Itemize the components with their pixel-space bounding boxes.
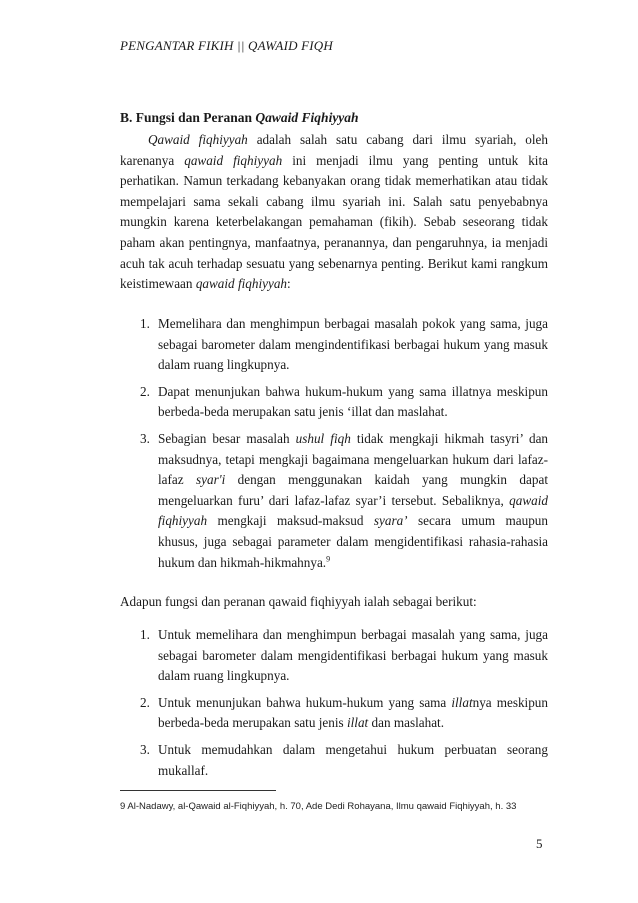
list-item-term: syar'i <box>196 472 226 488</box>
list-item-text: Dapat menunjukan bahwa hukum-hukum yang sama illatnya meskipun berbeda-beda merupakan satu jenis ‘illat dan maslahat. <box>158 383 548 420</box>
list-item-text: secara umum maupun khusus, juga sebagai parameter dalam mengidentifikasi rahasia-rahasia hukum dan hikmah-hikmahnya. <box>158 513 548 570</box>
list-item-number: 1. <box>140 627 150 642</box>
list-item-term: qawaid fiqhiyyah <box>158 492 548 529</box>
section-number: B. <box>120 110 133 125</box>
list-item-text: Untuk memelihara dan menghimpun berbagai masalah yang sama, juga sebagai barometer dalam mengidentifikasi berbagai hukum yang masuk dalam ruang lingkupnya. <box>158 627 548 684</box>
list-item <box>120 740 548 781</box>
section-title-italic: Qawaid Fiqhiyyah <box>255 110 359 125</box>
intro-term: qawaid fiqhiyyah <box>184 152 283 168</box>
list-item-term: ushul fiqh <box>295 430 351 446</box>
list-item-term: illat <box>346 715 369 731</box>
section-title: Fungsi dan Peranan <box>135 110 253 125</box>
list-item-text: Memelihara dan menghimpun berbagai masalah pokok yang sama, juga sebagai barometer dalam mengindentifikasi berbagai hukum yang masuk dalam ruang lingkupnya. <box>158 316 548 373</box>
list-item-term: illat <box>451 694 473 710</box>
page-number: 5 <box>536 836 543 851</box>
intro-text: adalah salah satu cabang dari ilmu syariah, oleh karenanya <box>120 132 548 168</box>
section-heading <box>120 110 359 126</box>
footnote <box>120 801 516 812</box>
intro-term: qawaid fiqhiyyah <box>195 276 288 292</box>
list-item <box>120 382 548 423</box>
footnote-text: Al-Nadawy, al-Qawaid al-Fiqhiyyah, h. 70, Ade Dedi Rohayana, Ilmu qawaid Fiqhiyyah, h. 33 <box>125 801 517 812</box>
list-item-text: nya meskipun berbeda-beda merupakan satu jenis <box>158 694 548 731</box>
list-item-text: Untuk menunjukan bahwa hukum-hukum yang sama <box>158 694 452 710</box>
list-item-number: 2. <box>140 383 150 399</box>
advantages-list <box>120 314 548 573</box>
list-item-term: syara’ <box>373 513 408 529</box>
list-item <box>120 314 548 376</box>
functions-intro: Adapun fungsi dan peranan qawaid fiqhiyyah ialah sebagai berikut: <box>120 594 477 609</box>
list-item-text: dan maslahat. <box>368 715 445 731</box>
footnote-mark: 9 <box>120 801 126 812</box>
list-item-text: Untuk memudahkan dalam mengetahui hukum perbuatan seorang mukallaf. <box>158 741 548 778</box>
list-item-number: 3. <box>140 741 150 757</box>
list-item-text: mengkaji maksud-maksud <box>207 513 374 529</box>
intro-text: ini menjadi ilmu yang penting untuk kita perhatikan. Namun terkadang kebanyakan orang tidak memerhatikan atau tidak mempelajari sama sekali cabang ilmu syariah ini. Salah satu penyebabnya mungkin karena keterbelakangan pemahaman (fikih). Sebab seseorang tidak paham akan pentingnya, manfaatnya, peranannya, dan pengaruhnya, ia menjadi acuh tak acuh terhadap sesuatu yang sebenarnya penting. Berikut kami rangkum keistimewaan <box>120 152 548 292</box>
list-item-text: Sebagian besar masalah <box>158 430 296 446</box>
footnote-reference: 9 <box>326 554 331 564</box>
list-item-number: 3. <box>140 430 150 446</box>
list-item-text: tidak mengkaji hikmah tasyri’ dan maksudnya, tetapi mengkaji bagaimana mengeluarkan hukum dari lafaz-lafaz <box>158 430 549 488</box>
list-item <box>120 625 548 687</box>
intro-paragraph <box>120 130 548 295</box>
running-header: PENGANTAR FIKIH || QAWAID FIQH <box>120 38 333 53</box>
list-item <box>120 693 548 734</box>
footnote-divider <box>120 790 276 791</box>
intro-text: : <box>287 276 291 292</box>
intro-term: Qawaid fiqhiyyah <box>148 132 248 147</box>
list-item <box>120 429 548 573</box>
list-item-number: 2. <box>140 694 150 710</box>
list-item-text: dengan menggunakan kaidah yang mungkin dapat mengeluarkan furu’ dari lafaz-lafaz syar’i tersebut. Sebaliknya, <box>158 472 548 508</box>
list-item-number: 1. <box>140 316 150 331</box>
functions-list <box>120 625 548 781</box>
